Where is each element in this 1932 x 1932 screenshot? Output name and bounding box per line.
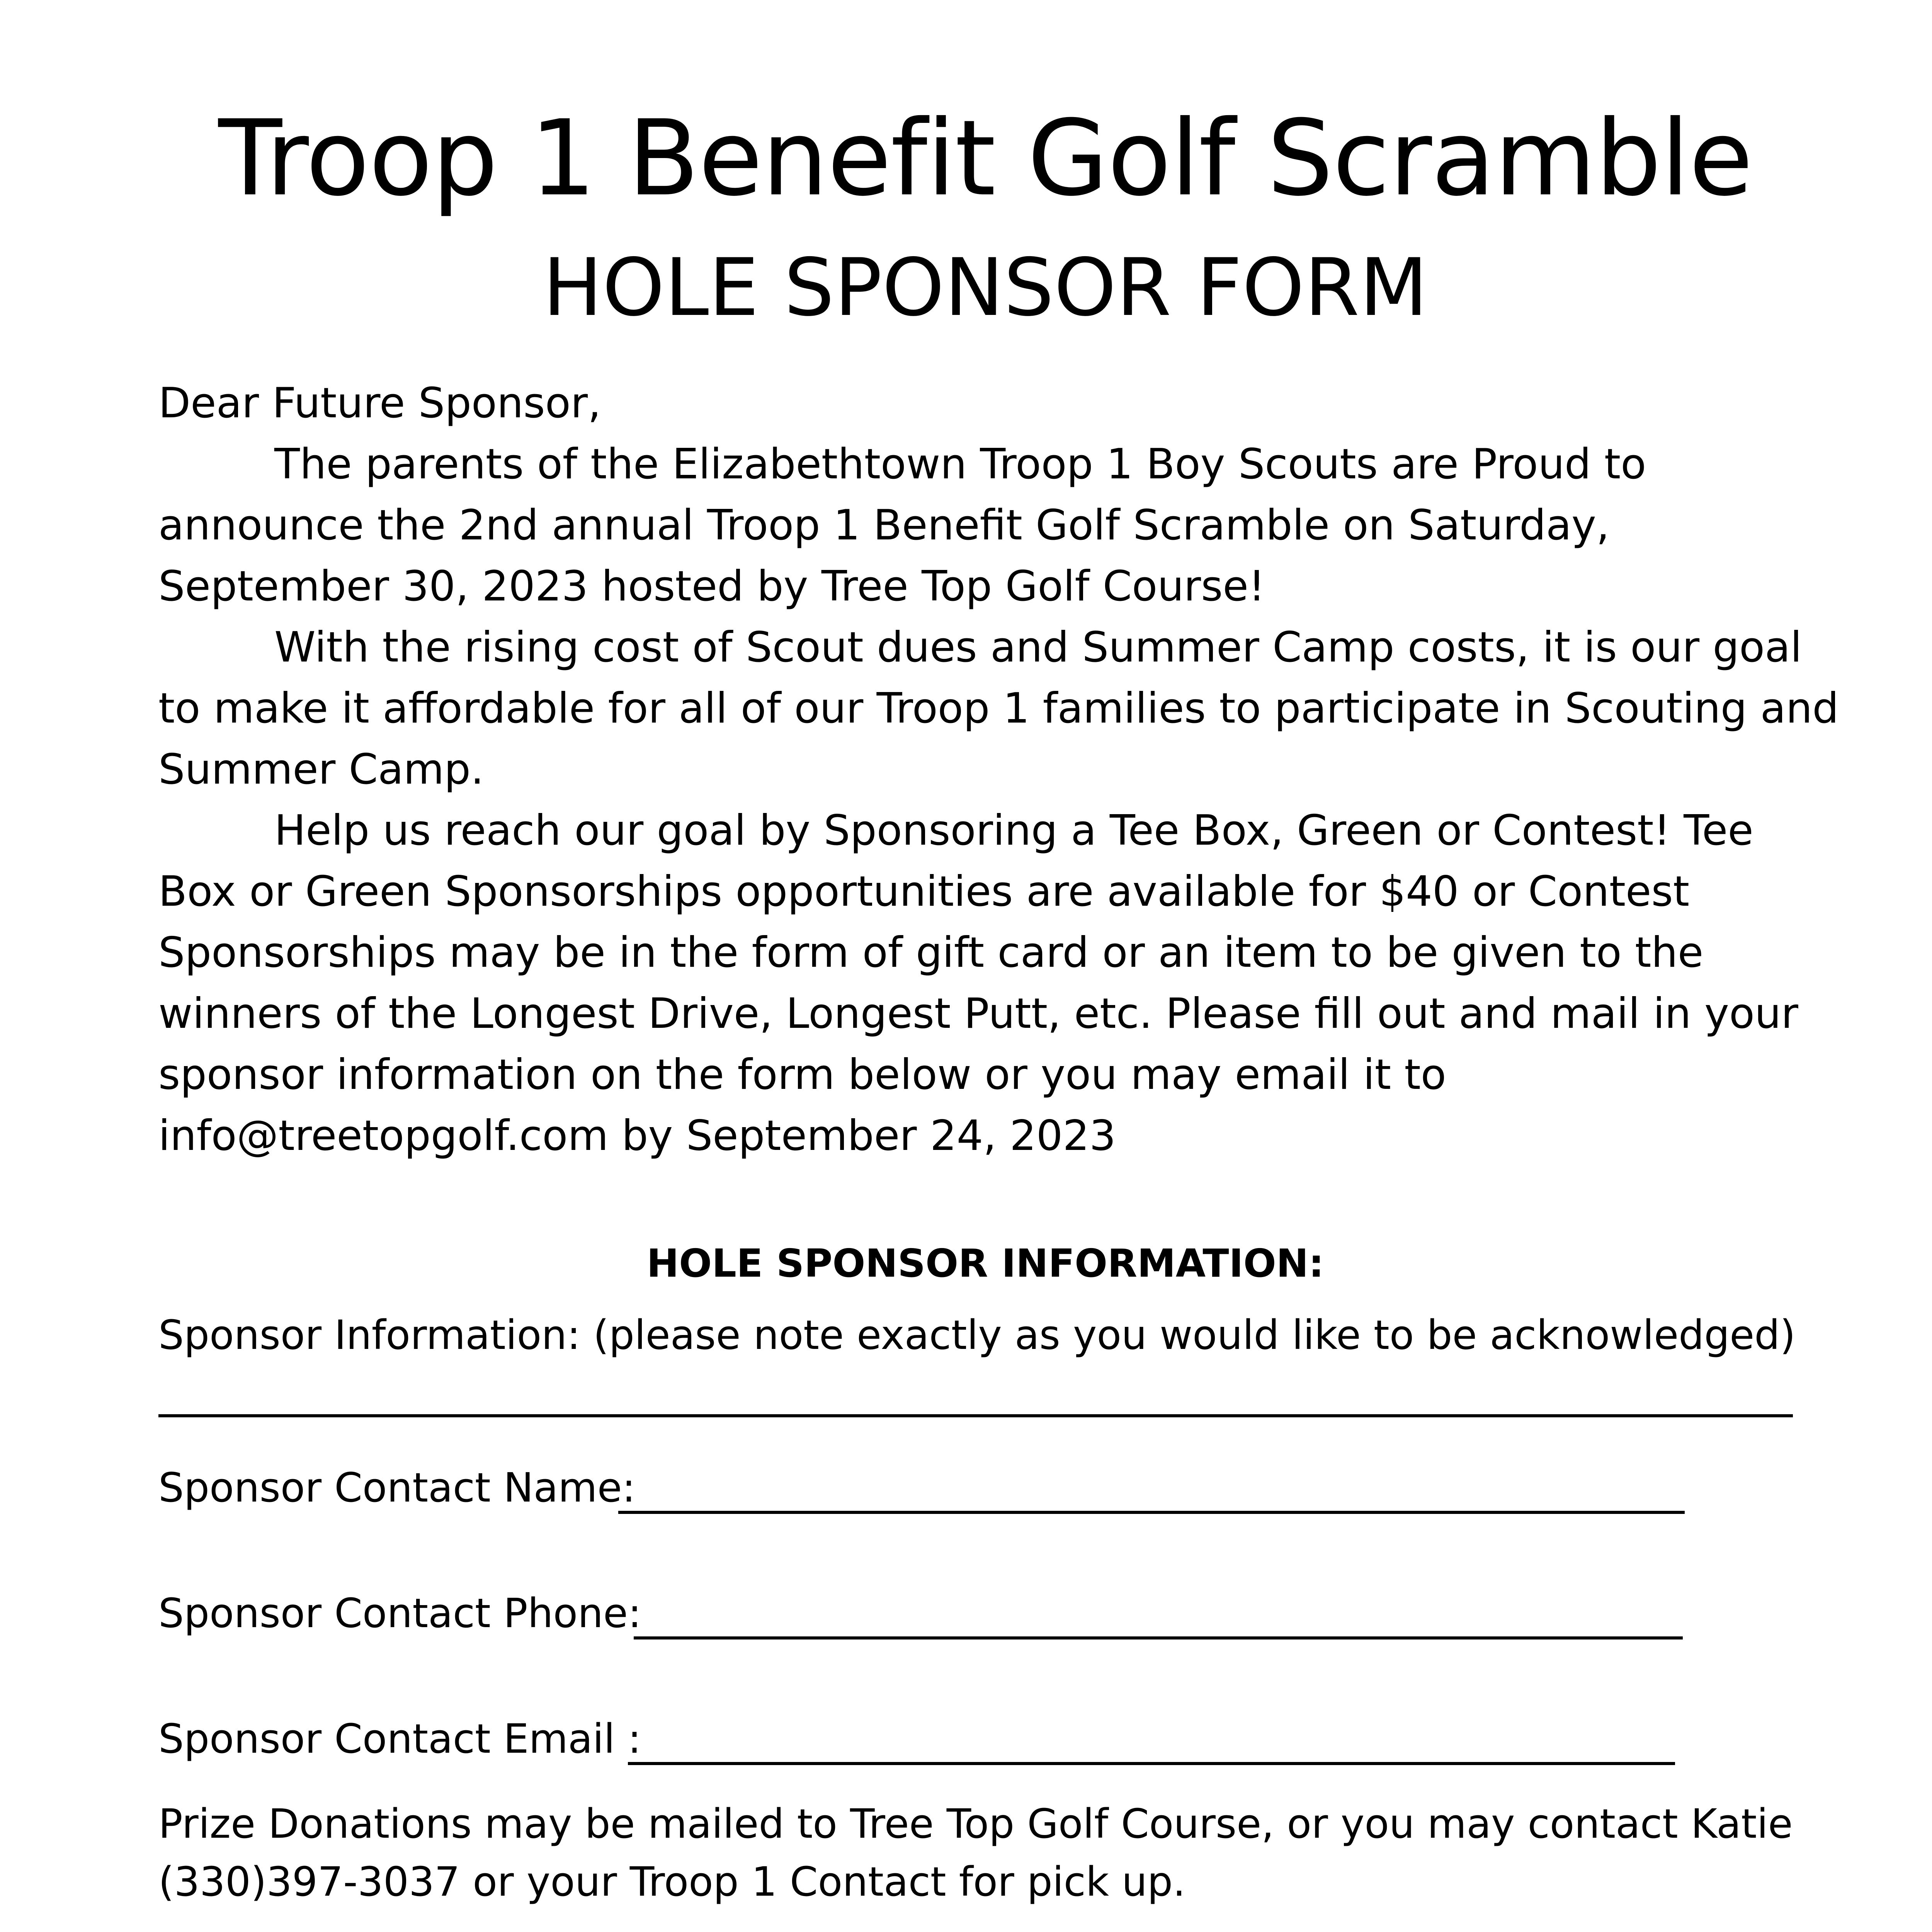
letter-body xyxy=(158,373,1859,1167)
letter-line: winners of the Longest Drive, Longest Putt, etc. Please fill out and mail in your xyxy=(158,990,1798,1038)
sponsor-info-label: Sponsor Information: (please note exactly as you would like to be acknowledged) xyxy=(158,1311,1796,1359)
letter-line: The parents of the Elizabethtown Troop 1 Boy Scouts are Proud to xyxy=(274,440,1646,488)
letter-line: Box or Green Sponsorships opportunities are available for $40 or Contest xyxy=(158,867,1690,916)
contact-email-label: Sponsor Contact Email : xyxy=(158,1715,641,1762)
contact-email-field[interactable] xyxy=(628,1762,1675,1765)
letter-line: sponsor information on the form below or you may email it to xyxy=(158,1051,1446,1099)
letter-line: to make it affordable for all of our Troop 1 families to participate in Scouting and xyxy=(158,684,1839,733)
letter-line: September 30, 2023 hosted by Tree Top Golf Course! xyxy=(158,562,1265,611)
sponsor-info-field[interactable] xyxy=(158,1414,1793,1417)
prize-line: Prize Donations may be mailed to Tree Top Golf Course, or you may contact Katie xyxy=(158,1800,1793,1847)
contact-phone-label: Sponsor Contact Phone: xyxy=(158,1590,642,1637)
contact-name-label: Sponsor Contact Name: xyxy=(158,1464,636,1511)
section-heading: HOLE SPONSOR INFORMATION: xyxy=(646,1241,1324,1286)
contact-phone-field[interactable] xyxy=(634,1636,1683,1639)
prize-line: (330)397-3037 or your Troop 1 Contact for pick up. xyxy=(158,1858,1186,1905)
page-title: Troop 1 Benefit Golf Scramble xyxy=(218,97,1752,219)
letter-greeting: Dear Future Sponsor, xyxy=(158,379,601,427)
letter-line: announce the 2nd annual Troop 1 Benefit Golf Scramble on Saturday, xyxy=(158,501,1610,549)
contact-name-field[interactable] xyxy=(618,1511,1685,1514)
letter-line: info@treetopgolf.com by September 24, 2023 xyxy=(158,1112,1116,1160)
letter-line: With the rising cost of Scout dues and Summer Camp costs, it is our goal xyxy=(274,623,1802,672)
letter-line: Sponsorships may be in the form of gift card or an item to be given to the xyxy=(158,929,1704,977)
prize-donation-text xyxy=(158,1795,1793,1911)
form-subtitle: HOLE SPONSOR FORM xyxy=(543,242,1428,334)
letter-line: Summer Camp. xyxy=(158,745,484,794)
letter-line: Help us reach our goal by Sponsoring a Tee Box, Green or Contest! Tee xyxy=(274,806,1753,855)
